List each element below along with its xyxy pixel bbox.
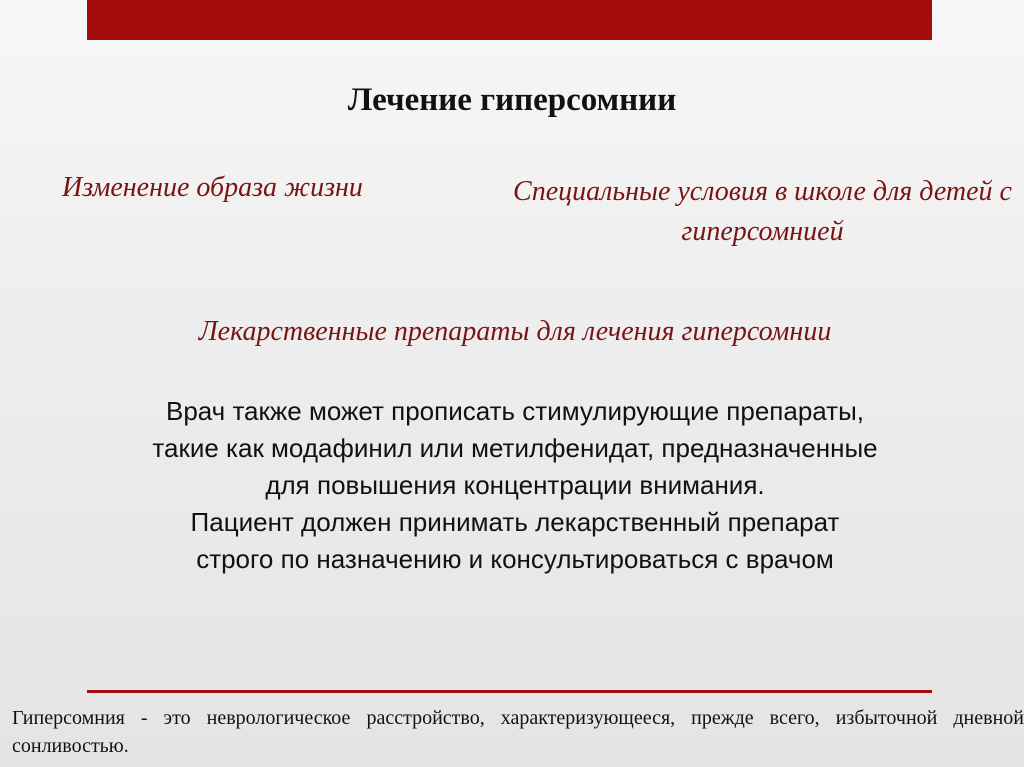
bottom-divider <box>87 690 932 693</box>
top-accent-bar <box>87 0 932 40</box>
medication-heading: Лекарственные препараты для лечения гиперсомнии <box>198 316 832 347</box>
definition-footer: Гиперсомния - это неврологическое расстройство, характеризующееся, прежде всего, избыточной дневной сонливостью. <box>12 707 1024 757</box>
medication-description <box>150 393 880 578</box>
slide-title: Лечение гиперсомнии <box>347 82 677 118</box>
medication-paragraph-instructions: Пациент должен принимать лекарственный препарат строго по назначению и консультироваться с врачом <box>190 507 840 574</box>
lifestyle-change-heading: Изменение образа жизни <box>62 172 363 203</box>
medication-paragraph-stimulants: Врач также может прописать стимулирующие препараты, такие как модафинил или метилфенидат, предназначенные для повышения концентрации внимания. <box>152 396 878 500</box>
school-conditions-heading: Специальные условия в школе для детей с гиперсомнией <box>513 176 1012 247</box>
